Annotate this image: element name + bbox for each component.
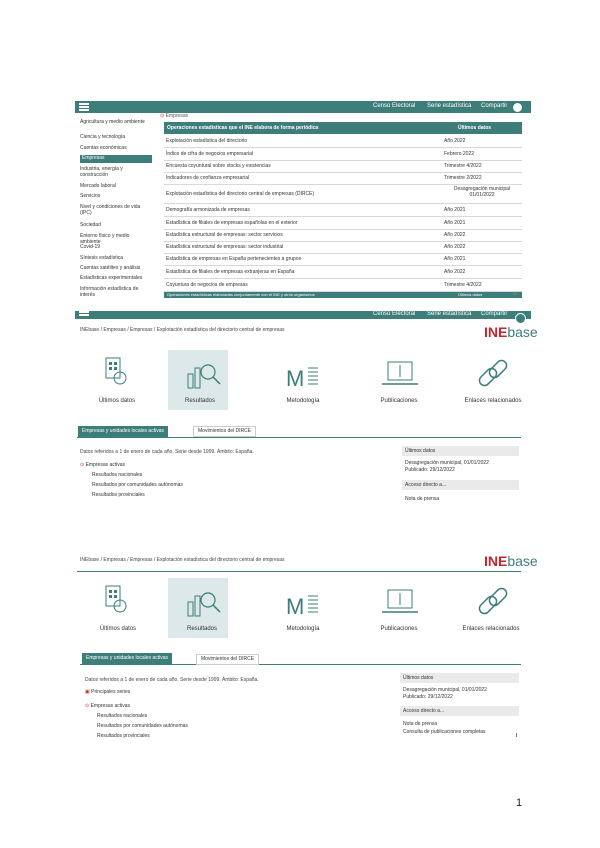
tab-underline [77, 437, 521, 438]
link-resultados-provinciales[interactable]: Resultados provinciales [97, 733, 150, 739]
table-header [164, 122, 522, 134]
home-icon: ⊙ [160, 113, 165, 119]
table-row[interactable]: Índice de cifra de negocios empresarial Febrero 2022 [164, 148, 522, 161]
breadcrumb-3[interactable]: INEbase / Empresas / Empresas / Explotación estadística del directorio central de empresas [80, 557, 285, 563]
expand-icon: ⊙ [80, 462, 86, 468]
top-bar-1 [75, 101, 531, 113]
link-resultados-nacionales[interactable]: Resultados nacionales [97, 713, 148, 719]
table-row[interactable]: Estadística estructural de empresas: sector servicios Año 2022 [164, 229, 522, 242]
divider [77, 571, 521, 572]
panel-ultimos-datos-header: Últimos datos [400, 673, 519, 683]
panel-acceso-header: Acceso directo a... [400, 706, 519, 716]
intro-text: Datos referidos a 1 de enero de cada año. Serie desde 1999. Ámbito: España. [85, 677, 259, 683]
scrollbar[interactable] [516, 733, 517, 737]
table-row[interactable]: Estadística de filiales de empresas extranjeras en España Año 2022 [164, 266, 522, 279]
share-icon[interactable] [513, 103, 522, 112]
topbar-censo[interactable]: Censo Electoral [373, 103, 416, 109]
topbar-compartir[interactable]: Compartir [481, 103, 508, 109]
sidebar-item[interactable]: Cuentas económicas [80, 145, 127, 151]
panel-link-nota-prensa[interactable]: Nota de prensa [405, 496, 440, 502]
table-row[interactable]: Explotación estadística del directorio Año 2022 [164, 135, 522, 148]
link-empresas-activas[interactable]: ⊙ Empresas activas [80, 462, 126, 468]
sidebar-item[interactable]: Nivel y condiciones de vida (IPC) [80, 204, 141, 216]
sidebar-item[interactable]: Servicios [80, 193, 101, 199]
svg-text:M: M [286, 594, 305, 619]
sidebar-item[interactable]: Estadísticas experimentales [80, 275, 143, 281]
menu-icon[interactable] [79, 103, 89, 111]
panel-link-nota-prensa[interactable]: Nota de prensa [403, 721, 438, 727]
icon-label[interactable]: Últimos datos [98, 398, 136, 404]
top-bar-2 [75, 311, 531, 319]
icon-label[interactable]: Metodología [286, 626, 320, 632]
breadcrumb-1[interactable]: ⊙ Empresas [160, 113, 189, 119]
sidebar-item[interactable]: Cuentas satélites y análisis [80, 265, 141, 271]
link-empresas-activas[interactable]: ⊙ Empresas activas [85, 703, 131, 709]
topbar-serie[interactable]: Serie estadística [427, 311, 472, 317]
link-resultados-nacionales[interactable]: Resultados nacionales [92, 472, 143, 478]
topbar-serie[interactable]: Serie estadística [427, 103, 472, 109]
inebase-logo[interactable]: INEbase [484, 324, 538, 340]
breadcrumb-2[interactable]: INEbase / Empresas / Empresas / Explotación estadística del directorio central de empresas [80, 327, 285, 333]
intro-text: Datos referidos a 1 de enero de cada año. Serie desde 1999. Ámbito: España. [80, 449, 254, 455]
sidebar-item[interactable]: Entorno físico y medio ambiente [80, 233, 130, 245]
icon-label[interactable]: Resultados [186, 626, 218, 632]
sidebar-item[interactable]: Ciencia y tecnología [80, 134, 126, 140]
scroll-up-icon[interactable]: ▲ [512, 291, 518, 297]
tab-movimientos[interactable]: Movimientos del DIRCE [193, 426, 256, 437]
page-number: 1 [516, 797, 523, 809]
sidebar-item[interactable]: Sociedad [80, 222, 101, 228]
table-header-right: Últimos datos [458, 125, 492, 131]
icon-label[interactable]: Resultados [184, 398, 216, 404]
icon-label[interactable]: Últimos datos [99, 626, 137, 632]
icon-label[interactable]: Enlaces relacionados [464, 398, 522, 404]
link-principales-series[interactable]: ▣ Principales series [85, 689, 131, 695]
icon-label[interactable]: Metodología [286, 398, 320, 404]
icon-label[interactable]: Enlaces relacionados [462, 626, 520, 632]
panel-acceso-header: Acceso directo a... [402, 480, 519, 490]
table-row[interactable]: Explotación estadística del directorio central de empresas (DIRCE) Desagregación municipal 01/01/2022 [164, 185, 522, 204]
chart-icon: ▣ [85, 689, 92, 695]
link-resultados-ccaa[interactable]: Resultados por comunidades autónomas [97, 723, 188, 729]
table-row[interactable]: Coyuntura de negocios de empresas Trimestre 4/2022 [164, 279, 522, 292]
table-row[interactable]: Encuesta coyuntural sobre stocks y existencias Trimestre 4/2022 [164, 160, 522, 173]
sidebar-item[interactable]: Industria, energía y construcción [80, 166, 123, 178]
table-row[interactable]: Estadística estructural de empresas: sector industrial Año 2022 [164, 241, 522, 254]
sidebar-item[interactable]: Síntesis estadística [80, 255, 124, 261]
table-row[interactable]: Estadística de empresas en España pertenecientes a grupos Año 2021 [164, 253, 522, 266]
sidebar-item[interactable]: Información estadística de interés [80, 286, 139, 298]
expand-icon: ⊙ [85, 703, 91, 709]
inebase-logo[interactable]: INEbase [484, 553, 538, 569]
icon-label[interactable]: Publicaciones [380, 626, 418, 632]
sidebar-item[interactable]: Covid-19 [80, 244, 101, 250]
share-icon[interactable] [515, 313, 526, 324]
panel-text: Publicado: 29/12/2022 [403, 694, 453, 700]
topbar-censo[interactable]: Censo Electoral [373, 311, 416, 317]
svg-text:M: M [286, 366, 305, 391]
panel-link-publicaciones[interactable]: Consulta de publicaciones completas [403, 729, 486, 735]
table-header-left: Operaciones estadísticas que el INE elabora de forma periódica [167, 125, 319, 131]
panel-text: Publicado: 29/12/2022 [405, 467, 455, 473]
icon-label[interactable]: Publicaciones [380, 398, 418, 404]
table-footer-header: Operaciones estadísticas elaboradas conjuntamente con el INE y otros organismos Últimos datos [164, 292, 522, 298]
panel-text: Desagregación municipal, 01/01/2022 [403, 687, 487, 693]
tab-empresas-activas[interactable]: Empresas y unidades locales activas [82, 653, 172, 664]
tab-movimientos[interactable]: Movimientos del DIRCE [196, 654, 259, 665]
sidebar-item[interactable]: Agricultura y medio ambiente [80, 119, 145, 125]
table-row[interactable]: Estadística de filiales de empresas españolas en el exterior Año 2021 [164, 217, 522, 230]
sidebar-item[interactable]: Mercado laboral [80, 183, 116, 189]
table-row[interactable]: Indicadores de confianza empresarial Trimestre 2/2022 [164, 172, 522, 185]
link-resultados-provinciales[interactable]: Resultados provinciales [92, 492, 145, 498]
sidebar-item-empresas[interactable]: Empresas [80, 155, 152, 163]
tab-empresas-activas[interactable]: Empresas y unidades locales activas [78, 426, 168, 437]
tab-underline [80, 664, 521, 665]
link-resultados-ccaa[interactable]: Resultados por comunidades autónomas [92, 482, 183, 488]
panel-text: Desagregación municipal, 01/01/2022 [405, 460, 489, 466]
menu-icon[interactable] [79, 311, 89, 319]
table-row[interactable]: Demografía armonizada de empresas Año 2021 [164, 204, 522, 217]
panel-ultimos-datos-header: Últimos datos [402, 446, 519, 456]
topbar-compartir[interactable]: Compartir [481, 311, 508, 317]
